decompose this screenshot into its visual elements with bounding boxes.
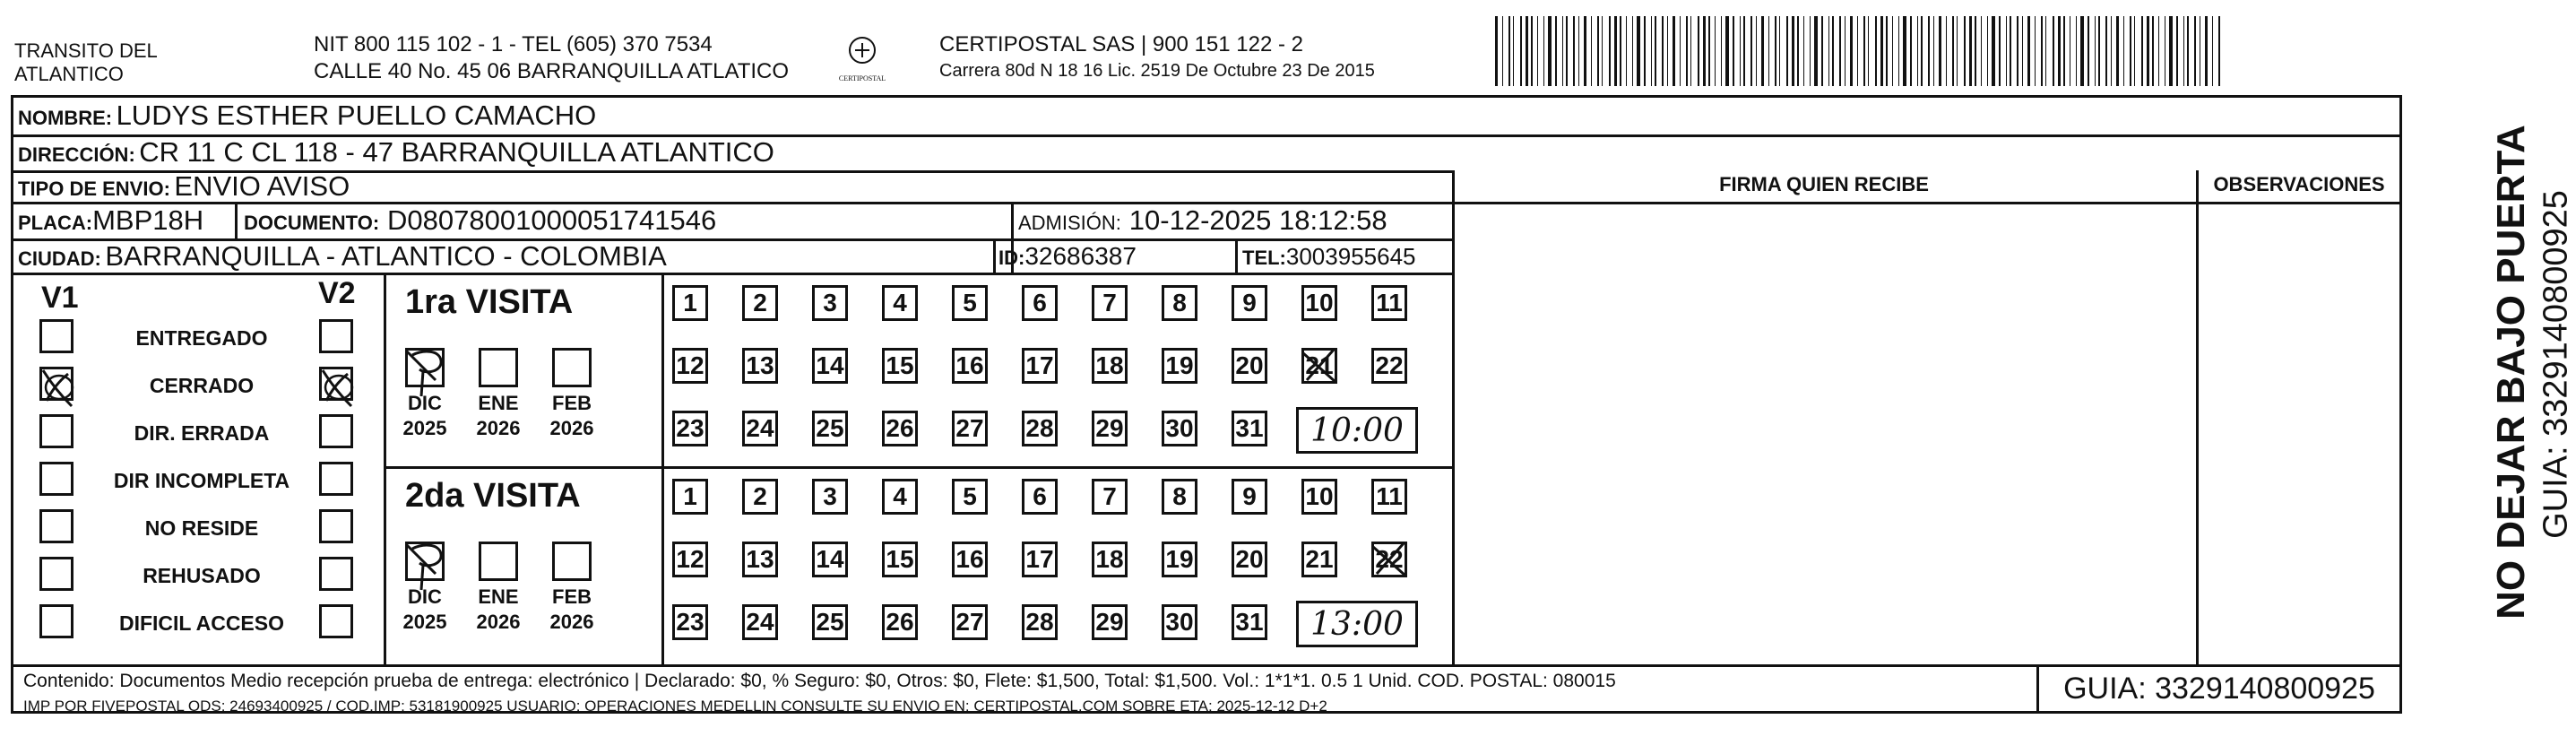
day-box-13[interactable]: 13 — [742, 348, 778, 384]
documento-label: DOCUMENTO: — [244, 212, 380, 234]
day-box-18[interactable]: 18 — [1092, 348, 1128, 384]
status-label: REHUSADO — [143, 564, 261, 587]
day-box-19[interactable]: 19 — [1162, 542, 1197, 577]
month-label — [466, 391, 531, 441]
placa-label: PLACA: — [18, 212, 93, 234]
month-name: FEB — [552, 585, 592, 608]
day-box-23[interactable]: 23 — [672, 411, 708, 446]
day-box-9[interactable]: 9 — [1232, 285, 1267, 321]
v2-checkbox-3[interactable] — [319, 462, 353, 496]
day-box-11[interactable]: 11 — [1371, 285, 1407, 321]
firma-header: FIRMA QUIEN RECIBE — [1719, 173, 1929, 195]
month-name: ENE — [478, 392, 519, 414]
svg-text:CERTIPOSTAL: CERTIPOSTAL — [838, 74, 886, 82]
month-name: ENE — [478, 585, 519, 608]
day-box-6[interactable]: 6 — [1022, 285, 1058, 321]
admision-field — [1018, 205, 1387, 241]
visit-title: 1ra VISITA — [405, 283, 574, 321]
tipo-row — [18, 171, 350, 207]
observaciones-header: OBSERVACIONES — [2213, 173, 2385, 195]
signature-area[interactable] — [1455, 203, 2193, 662]
day-box-7[interactable]: 7 — [1092, 285, 1128, 321]
day-box-24[interactable]: 24 — [742, 604, 778, 640]
v1-checkbox-4[interactable] — [39, 509, 73, 543]
day-box-5[interactable]: 5 — [952, 285, 988, 321]
day-box-16[interactable]: 16 — [952, 542, 988, 577]
month-label — [540, 585, 604, 635]
id-label: ID: — [998, 247, 1025, 269]
nombre-value: LUDYS ESTHER PUELLO CAMACHO — [116, 100, 597, 131]
v2-checkbox-2[interactable] — [319, 414, 353, 448]
v2-checkbox-5[interactable] — [319, 557, 353, 591]
handwritten-day-strike — [1364, 534, 1414, 585]
day-box-27[interactable]: 27 — [952, 411, 988, 446]
placa-value: MBP18H — [92, 204, 204, 236]
nit-line: NIT 800 115 102 - 1 - TEL (605) 370 7534 — [314, 32, 713, 56]
month-year: 2025 — [402, 611, 447, 633]
day-box-24[interactable]: 24 — [742, 411, 778, 446]
month-label — [466, 585, 531, 635]
v1-checkbox-2[interactable] — [39, 414, 73, 448]
day-box-17[interactable]: 17 — [1022, 542, 1058, 577]
footer-print-info: IMP POR FIVEPOSTAL ODS: 24693400925 / COD.IMP: 53181900925 USUARIO: OPERACIONES MEDELLIN CONSULTE SU ENVIO EN: CERTIPOSTAL.COM SOBRE ETA: 2025-12-12 D+2 — [23, 698, 1327, 715]
day-box-15[interactable]: 15 — [882, 348, 918, 384]
month-year: 2025 — [402, 417, 447, 439]
direccion-row — [18, 137, 774, 173]
v1-checkbox-6[interactable] — [39, 604, 73, 638]
visit-time-handwritten[interactable]: 13:00 — [1296, 601, 1418, 647]
sender-name: TRANSITO DEL ATLANTICO — [14, 39, 157, 85]
day-box-22[interactable]: 22 — [1371, 348, 1407, 384]
v2-checkbox-4[interactable] — [319, 509, 353, 543]
day-box-20[interactable]: 20 — [1232, 542, 1267, 577]
month-year: 2026 — [549, 417, 594, 439]
day-box-10[interactable]: 10 — [1301, 285, 1337, 321]
tel-label: TEL: — [1242, 247, 1286, 269]
ciudad-field — [18, 241, 667, 277]
v1-checkbox-3[interactable] — [39, 462, 73, 496]
day-box-7[interactable]: 7 — [1092, 479, 1128, 515]
day-box-8[interactable]: 8 — [1162, 285, 1197, 321]
day-box-23[interactable]: 23 — [672, 604, 708, 640]
tel-value: 3003955645 — [1285, 243, 1416, 270]
handwritten-day-strike — [1294, 341, 1344, 391]
footer-guia: GUIA: 3329140800925 — [2063, 672, 2375, 706]
v2-checkbox-6[interactable] — [319, 604, 353, 638]
ciudad-value: BARRANQUILLA - ATLANTICO - COLOMBIA — [105, 240, 667, 272]
day-box-21[interactable]: 21 — [1301, 348, 1337, 384]
day-box-4[interactable]: 4 — [882, 479, 918, 515]
documento-value: D080780010000517415​46 — [387, 204, 717, 236]
day-box-1[interactable]: 1 — [672, 479, 708, 515]
month-year: 2026 — [476, 611, 521, 633]
day-box-6[interactable]: 6 — [1022, 479, 1058, 515]
month-checkbox[interactable] — [552, 348, 592, 387]
handwritten-check-mark — [400, 534, 454, 597]
day-box-12[interactable]: 12 — [672, 542, 708, 577]
v2-header: V2 — [318, 276, 356, 310]
day-box-16[interactable]: 16 — [952, 348, 988, 384]
month-year: 2026 — [476, 417, 521, 439]
day-box-19[interactable]: 19 — [1162, 348, 1197, 384]
day-box-13[interactable]: 13 — [742, 542, 778, 577]
v1-header: V1 — [41, 281, 79, 315]
day-box-2[interactable]: 2 — [742, 479, 778, 515]
day-box-2[interactable]: 2 — [742, 285, 778, 321]
day-box-28[interactable]: 28 — [1022, 604, 1058, 640]
day-box-10[interactable]: 10 — [1301, 479, 1337, 515]
v2-checkbox-0[interactable] — [319, 319, 353, 353]
status-label: DIFICIL ACCESO — [118, 611, 284, 635]
day-box-30[interactable]: 30 — [1162, 604, 1197, 640]
tel-field — [1242, 241, 1416, 276]
day-box-29[interactable]: 29 — [1092, 411, 1128, 446]
side-notice — [2411, 125, 2575, 637]
visit-title: 2da VISITA — [405, 477, 581, 515]
documento-field — [244, 205, 716, 241]
day-box-26[interactable]: 26 — [882, 411, 918, 446]
day-box-9[interactable]: 9 — [1232, 479, 1267, 515]
tipo-label: TIPO DE ENVIO: — [18, 178, 170, 200]
day-box-14[interactable]: 14 — [812, 542, 848, 577]
day-box-28[interactable]: 28 — [1022, 411, 1058, 446]
day-box-29[interactable]: 29 — [1092, 604, 1128, 640]
address-line: CALLE 40 No. 45 06 BARRANQUILLA ATLATICO — [314, 59, 790, 83]
day-box-14[interactable]: 14 — [812, 348, 848, 384]
v1-checkbox-0[interactable] — [39, 319, 73, 353]
direccion-value: CR 11 C CL 118 - 47 BARRANQUILLA ATLANTICO — [139, 136, 774, 168]
direccion-label: DIRECCIÓN: — [18, 143, 135, 166]
status-label: NO RESIDE — [144, 516, 259, 540]
day-box-27[interactable]: 27 — [952, 604, 988, 640]
carrier-line: CERTIPOSTAL SAS | 900 151 122 - 2 — [939, 32, 1303, 56]
month-name: DIC — [408, 585, 442, 608]
day-box-4[interactable]: 4 — [882, 285, 918, 321]
day-box-25[interactable]: 25 — [812, 411, 848, 446]
month-name: DIC — [408, 392, 442, 414]
visit-time-handwritten[interactable]: 10:00 — [1296, 407, 1418, 454]
status-label: DIR. ERRADA — [134, 421, 270, 445]
day-box-18[interactable]: 18 — [1092, 542, 1128, 577]
day-box-1[interactable]: 1 — [672, 285, 708, 321]
ciudad-label: CIUDAD: — [18, 247, 101, 270]
id-field — [998, 241, 1137, 276]
side-guia: GUIA: 3329140800925 — [2537, 190, 2575, 539]
placa-field — [18, 205, 203, 241]
day-box-21[interactable]: 21 — [1301, 542, 1337, 577]
day-box-17[interactable]: 17 — [1022, 348, 1058, 384]
observations-area[interactable] — [2199, 203, 2399, 662]
handwritten-check-mark — [400, 341, 454, 403]
status-label: CERRADO — [149, 374, 255, 397]
month-label — [540, 391, 604, 441]
day-box-30[interactable]: 30 — [1162, 411, 1197, 446]
admision-value: 10-12-2025 18:12:58 — [1128, 204, 1387, 236]
day-box-3[interactable]: 3 — [812, 285, 848, 321]
no-dejar-bajo-puerta: NO DEJAR BAJO PUERTA — [2489, 125, 2533, 620]
day-box-20[interactable]: 20 — [1232, 348, 1267, 384]
v1-checkbox-5[interactable] — [39, 557, 73, 591]
status-label: ENTREGADO — [135, 326, 268, 350]
admision-label: ADMISIÓN: — [1018, 212, 1121, 234]
day-box-22[interactable]: 22 — [1371, 542, 1407, 577]
nombre-label: NOMBRE: — [18, 107, 113, 129]
month-checkbox[interactable] — [479, 348, 518, 387]
day-box-11[interactable]: 11 — [1371, 479, 1407, 515]
day-box-31[interactable]: 31 — [1232, 604, 1267, 640]
id-value: 32686387 — [1024, 242, 1137, 270]
day-box-15[interactable]: 15 — [882, 542, 918, 577]
license-line: Carrera 80d N 18 16 Lic. 2519 De Octubre 23 De 2015 — [939, 61, 1375, 81]
day-box-8[interactable]: 8 — [1162, 479, 1197, 515]
footer-content: Contenido: Documentos Medio recepción prueba de entrega: electrónico | Declarado: $0, % Seguro: $0, Otros: $0, Flete: $1,500, Total: $1,500. Vol.: 1*1*1. 0.5 1 Unid. COD. POSTAL: 080015 — [23, 671, 1616, 691]
day-box-25[interactable]: 25 — [812, 604, 848, 640]
certipostal-logo — [834, 34, 891, 84]
v1-checkbox-1[interactable] — [39, 367, 73, 401]
day-box-3[interactable]: 3 — [812, 479, 848, 515]
month-checkbox[interactable] — [552, 542, 592, 581]
v2-checkbox-1[interactable] — [319, 367, 353, 401]
day-box-26[interactable]: 26 — [882, 604, 918, 640]
month-checkbox[interactable] — [479, 542, 518, 581]
month-name: FEB — [552, 392, 592, 414]
status-label: DIR INCOMPLETA — [113, 469, 290, 492]
month-year: 2026 — [549, 611, 594, 633]
day-box-31[interactable]: 31 — [1232, 411, 1267, 446]
day-box-12[interactable]: 12 — [672, 348, 708, 384]
barcode — [1495, 16, 2223, 86]
nombre-row — [18, 100, 596, 136]
tipo-value: ENVIO AVISO — [174, 170, 350, 202]
day-box-5[interactable]: 5 — [952, 479, 988, 515]
